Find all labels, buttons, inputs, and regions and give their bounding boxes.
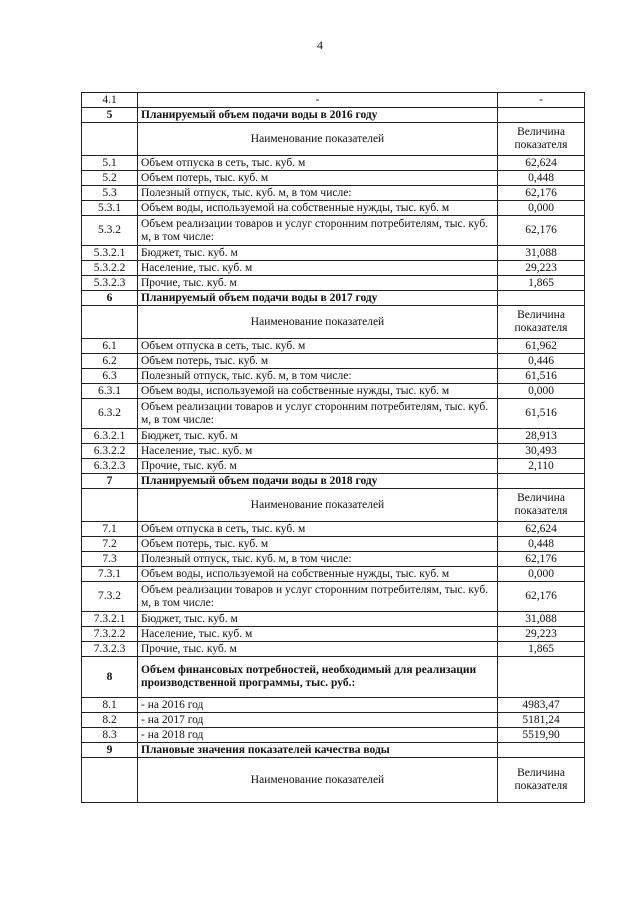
indicator-name: Население, тыс. куб. м <box>138 627 498 642</box>
row-number: 6.3.2.1 <box>82 429 138 444</box>
table-row <box>82 186 585 201</box>
table-row <box>82 582 585 612</box>
table-row <box>82 93 585 108</box>
table-row <box>82 291 585 306</box>
indicator-name: Наименование показателей <box>138 123 498 156</box>
row-number: 7.3 <box>82 552 138 567</box>
indicator-name: Наименование показателей <box>138 758 498 803</box>
indicator-name: - <box>138 93 498 108</box>
indicator-name: Наименование показателей <box>138 306 498 339</box>
indicator-value: 62,176 <box>498 186 585 201</box>
table-row <box>82 713 585 728</box>
indicator-name: Объем реализации товаров и услуг сторонним потребителям, тыс. куб. м, в том числе: <box>138 216 498 246</box>
table-row <box>82 246 585 261</box>
indicator-value: 5519,90 <box>498 728 585 743</box>
row-number: 8.3 <box>82 728 138 743</box>
table-row <box>82 108 585 123</box>
indicator-name: Объем финансовых потребностей, необходимый для реализации производственной программы, тыс. руб.: <box>138 657 498 698</box>
indicator-name: Наименование показателей <box>138 489 498 522</box>
row-number <box>82 123 138 156</box>
indicator-name: Бюджет, тыс. куб. м <box>138 612 498 627</box>
indicator-value: 61,516 <box>498 369 585 384</box>
table-row <box>82 201 585 216</box>
indicator-name: - на 2017 год <box>138 713 498 728</box>
row-number: 5.1 <box>82 156 138 171</box>
row-number: 5.3.2.1 <box>82 246 138 261</box>
indicator-name: Объем реализации товаров и услуг сторонним потребителям, тыс. куб. м, в том числе: <box>138 399 498 429</box>
table-row <box>82 698 585 713</box>
table-row <box>82 743 585 758</box>
indicator-value: 62,176 <box>498 216 585 246</box>
indicator-name: Планируемый объем подачи воды в 2018 году <box>138 474 498 489</box>
indicator-value: 1,865 <box>498 276 585 291</box>
row-number: 7.3.2.2 <box>82 627 138 642</box>
indicator-name: - на 2018 год <box>138 728 498 743</box>
indicator-value: Величина показателя <box>498 123 585 156</box>
indicator-value: 62,176 <box>498 552 585 567</box>
table-row <box>82 369 585 384</box>
table-row <box>82 642 585 657</box>
indicator-value <box>498 108 585 123</box>
table-row <box>82 171 585 186</box>
indicator-value: - <box>498 93 585 108</box>
indicator-name: Прочие, тыс. куб. м <box>138 459 498 474</box>
row-number: 7.2 <box>82 537 138 552</box>
indicator-value: 62,624 <box>498 156 585 171</box>
table-row <box>82 459 585 474</box>
table-row <box>82 728 585 743</box>
indicator-name: Объем воды, используемой на собственные нужды, тыс. куб. м <box>138 384 498 399</box>
indicator-value: 0,448 <box>498 537 585 552</box>
row-number: 6.3 <box>82 369 138 384</box>
indicator-value <box>498 657 585 698</box>
indicator-value: 61,962 <box>498 339 585 354</box>
table-row <box>82 156 585 171</box>
indicator-name: Объем потерь, тыс. куб. м <box>138 354 498 369</box>
table-row <box>82 657 585 698</box>
table-row <box>82 399 585 429</box>
indicator-value: 1,865 <box>498 642 585 657</box>
row-number <box>82 306 138 339</box>
indicator-name: Объем отпуска в сеть, тыс. куб. м <box>138 522 498 537</box>
table-row <box>82 758 585 803</box>
indicator-name: Объем отпуска в сеть, тыс. куб. м <box>138 156 498 171</box>
indicator-value: Величина показателя <box>498 306 585 339</box>
indicator-value: 5181,24 <box>498 713 585 728</box>
table-row <box>82 537 585 552</box>
row-number: 5 <box>82 108 138 123</box>
indicator-value: 2,110 <box>498 459 585 474</box>
indicator-value: 0,446 <box>498 354 585 369</box>
indicator-value: 0,000 <box>498 567 585 582</box>
row-number: 6.1 <box>82 339 138 354</box>
table-row <box>82 474 585 489</box>
indicator-value <box>498 474 585 489</box>
row-number: 6.3.2.2 <box>82 444 138 459</box>
table-row <box>82 612 585 627</box>
indicator-value: 61,516 <box>498 399 585 429</box>
row-number: 4.1 <box>82 93 138 108</box>
indicator-name: Полезный отпуск, тыс. куб. м, в том числе: <box>138 552 498 567</box>
indicator-value <box>498 291 585 306</box>
indicators-table <box>81 92 585 803</box>
indicator-value: 0,000 <box>498 384 585 399</box>
indicator-value: Величина показателя <box>498 489 585 522</box>
row-number: 6.3.2.3 <box>82 459 138 474</box>
row-number: 5.2 <box>82 171 138 186</box>
row-number: 7.3.2.1 <box>82 612 138 627</box>
indicator-value <box>498 743 585 758</box>
table-body <box>82 93 585 803</box>
indicator-name: Полезный отпуск, тыс. куб. м, в том числе: <box>138 186 498 201</box>
indicator-name: Объем воды, используемой на собственные нужды, тыс. куб. м <box>138 201 498 216</box>
row-number: 6.3.2 <box>82 399 138 429</box>
table-row <box>82 354 585 369</box>
indicator-name: Объем потерь, тыс. куб. м <box>138 537 498 552</box>
indicator-name: Население, тыс. куб. м <box>138 444 498 459</box>
indicator-name: Планируемый объем подачи воды в 2017 году <box>138 291 498 306</box>
row-number: 8.2 <box>82 713 138 728</box>
row-number: 7.3.2.3 <box>82 642 138 657</box>
table-row <box>82 522 585 537</box>
row-number: 6.2 <box>82 354 138 369</box>
indicator-value: 0,000 <box>498 201 585 216</box>
indicator-name: Бюджет, тыс. куб. м <box>138 429 498 444</box>
indicator-name: Объем реализации товаров и услуг сторонним потребителям, тыс. куб. м, в том числе: <box>138 582 498 612</box>
row-number: 5.3.2 <box>82 216 138 246</box>
row-number: 7.3.1 <box>82 567 138 582</box>
indicator-value: 29,223 <box>498 627 585 642</box>
table-row <box>82 552 585 567</box>
row-number: 5.3.2.2 <box>82 261 138 276</box>
indicator-value: 0,448 <box>498 171 585 186</box>
row-number: 5.3.1 <box>82 201 138 216</box>
indicator-name: Прочие, тыс. куб. м <box>138 642 498 657</box>
table-row <box>82 339 585 354</box>
row-number <box>82 489 138 522</box>
row-number: 7.3.2 <box>82 582 138 612</box>
table-row <box>82 276 585 291</box>
indicator-name: Объем отпуска в сеть, тыс. куб. м <box>138 339 498 354</box>
row-number: 6 <box>82 291 138 306</box>
indicator-value: 29,223 <box>498 261 585 276</box>
row-number: 8.1 <box>82 698 138 713</box>
indicator-value: Величина показателя <box>498 758 585 803</box>
indicator-value: 62,624 <box>498 522 585 537</box>
table-row <box>82 216 585 246</box>
page-number: 4 <box>317 38 323 52</box>
indicator-name: - на 2016 год <box>138 698 498 713</box>
table-row <box>82 123 585 156</box>
indicator-value: 31,088 <box>498 246 585 261</box>
indicator-name: Плановые значения показателей качества воды <box>138 743 498 758</box>
table-row <box>82 444 585 459</box>
row-number: 5.3.2.3 <box>82 276 138 291</box>
indicator-value: 30,493 <box>498 444 585 459</box>
indicator-name: Население, тыс. куб. м <box>138 261 498 276</box>
row-number: 5.3 <box>82 186 138 201</box>
row-number: 7 <box>82 474 138 489</box>
row-number <box>82 758 138 803</box>
table-row <box>82 306 585 339</box>
indicator-name: Объем потерь, тыс. куб. м <box>138 171 498 186</box>
row-number: 6.3.1 <box>82 384 138 399</box>
indicator-value: 62,176 <box>498 582 585 612</box>
indicator-value: 28,913 <box>498 429 585 444</box>
indicator-value: 4983,47 <box>498 698 585 713</box>
table-row <box>82 261 585 276</box>
indicator-name: Планируемый объем подачи воды в 2016 году <box>138 108 498 123</box>
table-row <box>82 429 585 444</box>
table-row <box>82 489 585 522</box>
indicator-name: Полезный отпуск, тыс. куб. м, в том числе: <box>138 369 498 384</box>
row-number: 9 <box>82 743 138 758</box>
indicator-value: 31,088 <box>498 612 585 627</box>
table-row <box>82 384 585 399</box>
row-number: 7.1 <box>82 522 138 537</box>
indicator-name: Прочие, тыс. куб. м <box>138 276 498 291</box>
table-row <box>82 567 585 582</box>
indicator-name: Бюджет, тыс. куб. м <box>138 246 498 261</box>
table-row <box>82 627 585 642</box>
indicator-name: Объем воды, используемой на собственные нужды, тыс. куб. м <box>138 567 498 582</box>
row-number: 8 <box>82 657 138 698</box>
